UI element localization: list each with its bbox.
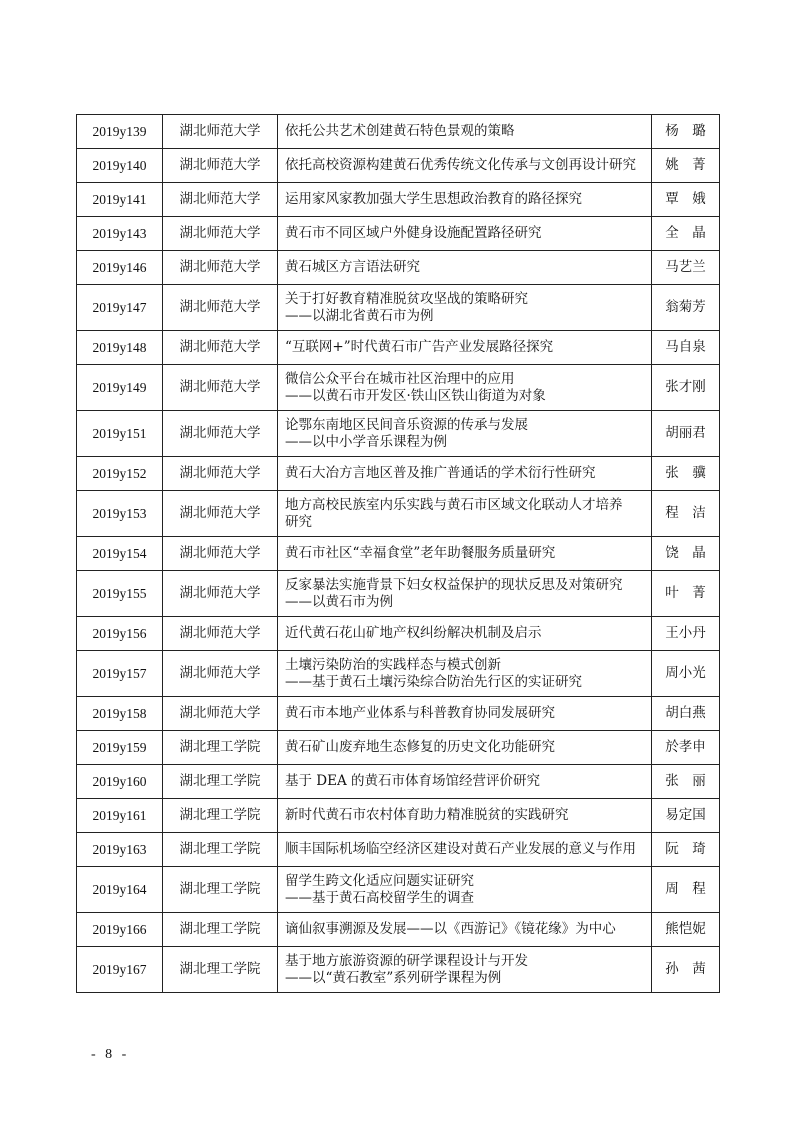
university-cell: 湖北理工学院 [163,765,278,799]
project-title: 运用家风家教加强大学生思想政治教育的路径探究 [285,191,582,207]
project-title: 黄石大冶方言地区普及推广普通话的学术衍行性研究 [285,465,596,481]
project-id-cell: 2019y148 [77,331,163,365]
project-title: 依托高校资源构建黄石优秀传统文化传承与文创再设计研究 [285,157,636,173]
university-cell: 湖北师范大学 [163,251,278,285]
project-title-cell [278,833,652,867]
table-row [77,697,720,731]
projects-table-body [77,115,720,993]
project-title-cell [278,651,652,697]
project-title-cell [278,365,652,411]
leader-name-cell: 全 晶 [652,217,720,251]
leader-name-cell: 翁菊芳 [652,285,720,331]
leader-name-cell: 熊恺妮 [652,913,720,947]
project-title-cell [278,867,652,913]
projects-table [76,114,720,993]
leader-name-cell: 王小丹 [652,617,720,651]
project-id-cell: 2019y155 [77,571,163,617]
project-title: 黄石市本地产业体系与科普教育协同发展研究 [285,705,555,721]
project-id-cell: 2019y141 [77,183,163,217]
project-title: 论鄂东南地区民间音乐资源的传承与发展 [285,416,528,433]
project-id-cell: 2019y156 [77,617,163,651]
project-id-cell: 2019y149 [77,365,163,411]
leader-name-cell: 覃 娥 [652,183,720,217]
university-cell: 湖北师范大学 [163,365,278,411]
project-id-cell: 2019y154 [77,537,163,571]
leader-name-cell: 胡白燕 [652,697,720,731]
project-title: 近代黄石花山矿地产权纠纷解决机制及启示 [285,625,542,641]
table-row [77,491,720,537]
table-row [77,947,720,993]
project-title: 顺丰国际机场临空经济区建设对黄石产业发展的意义与作用 [285,841,636,857]
project-id-cell: 2019y146 [77,251,163,285]
project-id-cell: 2019y159 [77,731,163,765]
leader-name-cell: 饶 晶 [652,537,720,571]
project-title-cell [278,285,652,331]
university-cell: 湖北师范大学 [163,115,278,149]
university-cell: 湖北理工学院 [163,731,278,765]
project-title-cell [278,217,652,251]
leader-name-cell: 孙 茜 [652,947,720,993]
project-id-cell: 2019y163 [77,833,163,867]
university-cell: 湖北师范大学 [163,411,278,457]
leader-name-cell: 张 丽 [652,765,720,799]
leader-name-cell: 周 程 [652,867,720,913]
table-row [77,365,720,411]
table-row [77,867,720,913]
leader-name-cell: 阮 琦 [652,833,720,867]
table-row [77,285,720,331]
university-cell: 湖北师范大学 [163,571,278,617]
project-id-cell: 2019y166 [77,913,163,947]
leader-name-cell: 於孝申 [652,731,720,765]
table-row [77,537,720,571]
project-title: 关于打好教育精准脱贫攻坚战的策略研究 [285,290,528,307]
project-id-cell: 2019y147 [77,285,163,331]
university-cell: 湖北理工学院 [163,913,278,947]
page-number: - 8 - [91,1047,130,1062]
leader-name-cell: 马艺兰 [652,251,720,285]
project-title-cell [278,149,652,183]
university-cell: 湖北师范大学 [163,331,278,365]
leader-name-cell: 叶 菁 [652,571,720,617]
project-title-cell [278,947,652,993]
university-cell: 湖北师范大学 [163,285,278,331]
table-row [77,411,720,457]
university-cell: 湖北理工学院 [163,947,278,993]
leader-name-cell: 杨 璐 [652,115,720,149]
project-title: 新时代黄石市农村体育助力精准脱贫的实践研究 [285,807,569,823]
leader-name-cell: 易定国 [652,799,720,833]
project-title-cell [278,491,652,537]
project-title: 微信公众平台在城市社区治理中的应用 [285,370,515,387]
project-title: “互联网+”时代黄石市广告产业发展路径探究 [285,339,554,355]
leader-name-cell: 周小光 [652,651,720,697]
table-row [77,571,720,617]
project-id-cell: 2019y151 [77,411,163,457]
project-id-cell: 2019y139 [77,115,163,149]
table-row [77,617,720,651]
project-title: 黄石市不同区域户外健身设施配置路径研究 [285,225,542,241]
project-title: 依托公共艺术创建黄石特色景观的策略 [285,123,515,139]
project-title: 反家暴法实施背景下妇女权益保护的现状反思及对策研究 [285,576,623,593]
project-title-cell [278,183,652,217]
university-cell: 湖北师范大学 [163,491,278,537]
university-cell: 湖北师范大学 [163,651,278,697]
project-subtitle: ——以湖北省黄石市为例 [285,307,434,324]
leader-name-cell: 张 骥 [652,457,720,491]
project-title-cell [278,251,652,285]
project-id-cell: 2019y160 [77,765,163,799]
project-subtitle: ——以黄石市开发区·铁山区铁山街道为对象 [285,387,546,404]
project-id-cell: 2019y164 [77,867,163,913]
table-row [77,149,720,183]
project-id-cell: 2019y157 [77,651,163,697]
leader-name-cell: 姚 菁 [652,149,720,183]
table-row [77,765,720,799]
project-title-cell [278,457,652,491]
leader-name-cell: 程 洁 [652,491,720,537]
project-subtitle: ——以黄石市为例 [285,593,393,610]
project-title-cell [278,411,652,457]
project-subtitle: ——以“黄石教室”系列研学课程为例 [285,969,502,986]
project-title: 黄石市社区“幸福食堂”老年助餐服务质量研究 [285,545,556,561]
project-title-cell [278,697,652,731]
table-row [77,331,720,365]
leader-name-cell: 张才刚 [652,365,720,411]
project-title-cell [278,731,652,765]
project-title-cell [278,913,652,947]
university-cell: 湖北理工学院 [163,799,278,833]
table-row [77,115,720,149]
project-title: 地方高校民族室内乐实践与黄石市区域文化联动人才培养 [285,496,623,513]
university-cell: 湖北师范大学 [163,183,278,217]
table-row [77,913,720,947]
project-id-cell: 2019y161 [77,799,163,833]
university-cell: 湖北师范大学 [163,537,278,571]
university-cell: 湖北师范大学 [163,457,278,491]
project-id-cell: 2019y152 [77,457,163,491]
table-row [77,217,720,251]
project-id-cell: 2019y167 [77,947,163,993]
project-title-cell [278,799,652,833]
university-cell: 湖北师范大学 [163,149,278,183]
university-cell: 湖北师范大学 [163,617,278,651]
project-subtitle: ——基于黄石土壤污染综合防治先行区的实证研究 [285,673,582,690]
university-cell: 湖北师范大学 [163,217,278,251]
table-row [77,183,720,217]
project-subtitle: ——以中小学音乐课程为例 [285,433,447,450]
project-title-cell [278,571,652,617]
project-title-cell [278,331,652,365]
project-title: 黄石矿山废弃地生态修复的历史文化功能研究 [285,739,555,755]
leader-name-cell: 马自泉 [652,331,720,365]
project-subtitle: 研究 [285,513,312,530]
university-cell: 湖北理工学院 [163,867,278,913]
project-id-cell: 2019y158 [77,697,163,731]
table-row [77,251,720,285]
project-title: 黄石城区方言语法研究 [285,259,420,275]
project-id-cell: 2019y140 [77,149,163,183]
university-cell: 湖北师范大学 [163,697,278,731]
project-title-cell [278,537,652,571]
project-title: 基于地方旅游资源的研学课程设计与开发 [285,952,528,969]
project-title-cell [278,617,652,651]
table-row [77,833,720,867]
project-title: 土壤污染防治的实践样态与模式创新 [285,656,501,673]
leader-name-cell: 胡丽君 [652,411,720,457]
university-cell: 湖北理工学院 [163,833,278,867]
table-row [77,457,720,491]
project-id-cell: 2019y153 [77,491,163,537]
project-title: 谪仙叙事溯源及发展——以《西游记》《镜花缘》为中心 [285,921,616,937]
table-row [77,799,720,833]
project-id-cell: 2019y143 [77,217,163,251]
project-title: 留学生跨文化适应问题实证研究 [285,872,474,889]
table-row [77,651,720,697]
project-title-cell [278,115,652,149]
project-title: 基于 DEA 的黄石市体育场馆经营评价研究 [285,773,541,789]
project-title-cell [278,765,652,799]
project-subtitle: ——基于黄石高校留学生的调查 [285,889,474,906]
table-row [77,731,720,765]
